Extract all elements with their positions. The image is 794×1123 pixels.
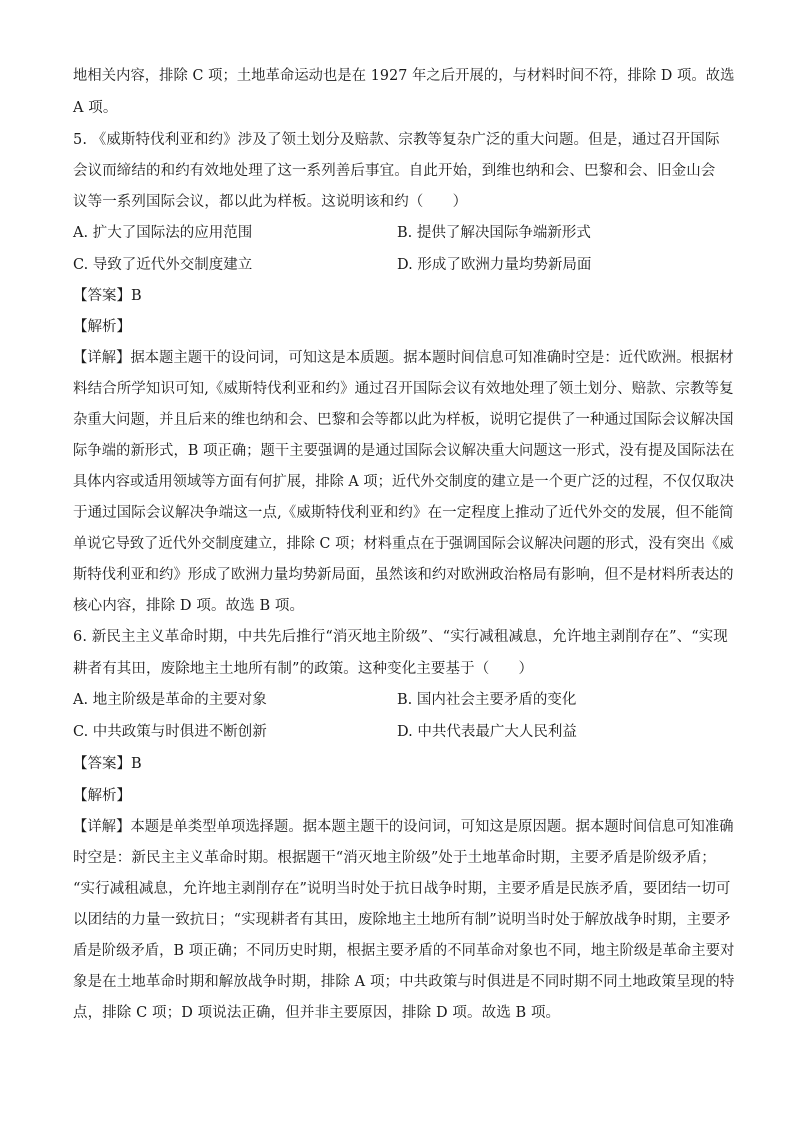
q5-detail-line: 于通过国际会议解决争端这一点,《威斯特伐利亚和约》在一定程度上推动了近代外交的发展，但不能简 xyxy=(73,505,734,521)
q6-detail-line: 象是在土地革命时期和解放战争时期，排除 A 项；中共政策与时俱进是不同时期不同土地政策呈现的特 xyxy=(73,974,735,990)
q6-stem-line: 耕者有其田，废除地主土地所有制”的政策。这种变化主要基于（ ） xyxy=(73,661,534,677)
q5-detail-line: 斯特伐利亚和约》形成了欧洲力量均势新局面，虽然该和约对欧洲政治格局有影响，但不是材料所表达的 xyxy=(73,567,734,583)
q6-option-c: C. 中共政策与时俱进不断创新 xyxy=(73,724,267,740)
q5-detail-line: 核心内容，排除 D 项。故选 B 项。 xyxy=(73,598,305,614)
q5-option-b: B. 提供了解决国际争端新形式 xyxy=(397,225,591,241)
q6-option-a: A. 地主阶级是革命的主要对象 xyxy=(73,692,267,708)
q5-detail-line: 料结合所学知识可知,《威斯特伐利亚和约》通过召开国际会议有效地处理了领土划分、赔款、宗教等复 xyxy=(73,381,734,397)
q6-detail-line: “实行减租减息，允许地主剥削存在”说明当时处于抗日战争时期，主要矛盾是民族矛盾，要团结一切可 xyxy=(73,881,731,897)
q6-detail-line: 盾是阶级矛盾，B 项正确；不同历史时期，根据主要矛盾的不同革命对象也不同，地主阶级是革命主要对 xyxy=(73,943,735,959)
q5-detail-line: 【详解】据本题主题干的设问词，可知这是本质题。据本题时间信息可知准确时空是：近代欧洲。根据材 xyxy=(73,350,734,366)
q5-stem-line: 5. 《威斯特伐利亚和约》涉及了领土划分及赔款、宗教等复杂广泛的重大问题。但是，通过召开国际 xyxy=(73,132,720,148)
q5-answer: 【答案】B xyxy=(73,288,142,304)
q5-detail-line: 单说它导致了近代外交制度建立，排除 C 项；材料重点在于强调国际会议解决问题的形式，没有突出《威 xyxy=(73,536,734,552)
prev-analysis-line: 地相关内容，排除 C 项；土地革命运动也是在 1927 年之后开展的，与材料时间不符，排除 D 项。故选 xyxy=(73,68,735,84)
q6-detail-line: 以团结的力量一致抗日；“实现耕者有其田，废除地主土地所有制”说明当时处于解放战争时期，主要矛 xyxy=(73,912,731,928)
q5-detail-line: 杂重大问题，并且后来的维也纳和会、巴黎和会等都以此为样板，说明它提供了一种通过国际会议解决国 xyxy=(73,412,734,428)
prev-analysis-line: A 项。 xyxy=(73,100,118,116)
q6-option-d: D. 中共代表最广大人民利益 xyxy=(397,724,577,740)
q6-stem-line: 6. 新民主主义革命时期，中共先后推行“消灭地主阶级”、“实行减租减息，允许地主剥削存在”、“实现 xyxy=(73,629,728,645)
q6-detail-line: 【详解】本题是单类型单项选择题。据本题主题干的设问词，可知这是原因题。据本题时间信息可知准确 xyxy=(73,819,734,835)
q6-detail-line: 点，排除 C 项；D 项说法正确，但并非主要原因，排除 D 项。故选 B 项。 xyxy=(73,1005,561,1021)
q5-option-a: A. 扩大了国际法的应用范围 xyxy=(73,225,253,241)
q5-analysis-label: 【解析】 xyxy=(73,319,131,335)
q6-analysis-label: 【解析】 xyxy=(73,788,131,804)
q5-detail-line: 际争端的新形式，B 项正确；题干主要强调的是通过国际会议解决重大问题这一形式，没有提及国际法在 xyxy=(73,443,735,459)
q6-option-b: B. 国内社会主要矛盾的变化 xyxy=(397,692,577,708)
q5-option-c: C. 导致了近代外交制度建立 xyxy=(73,257,253,273)
q5-option-d: D. 形成了欧洲力量均势新局面 xyxy=(397,257,592,273)
q5-stem-line: 议等一系列国际会议，都以此为样板。这说明该和约（ ） xyxy=(73,194,468,210)
q5-detail-line: 具体内容或适用领域等方面有何扩展，排除 A 项；近代外交制度的建立是一个更广泛的过程，不仅仅取决 xyxy=(73,474,735,490)
q6-answer: 【答案】B xyxy=(73,756,142,772)
q6-detail-line: 时空是：新民主主义革命时期。根据题干“消灭地主阶级”处于土地革命时期，主要矛盾是阶级矛盾； xyxy=(73,850,716,866)
q5-stem-line: 会议而缔结的和约有效地处理了这一系列善后事宜。自此开始，到维也纳和会、巴黎和会、旧金山会 xyxy=(73,163,716,179)
